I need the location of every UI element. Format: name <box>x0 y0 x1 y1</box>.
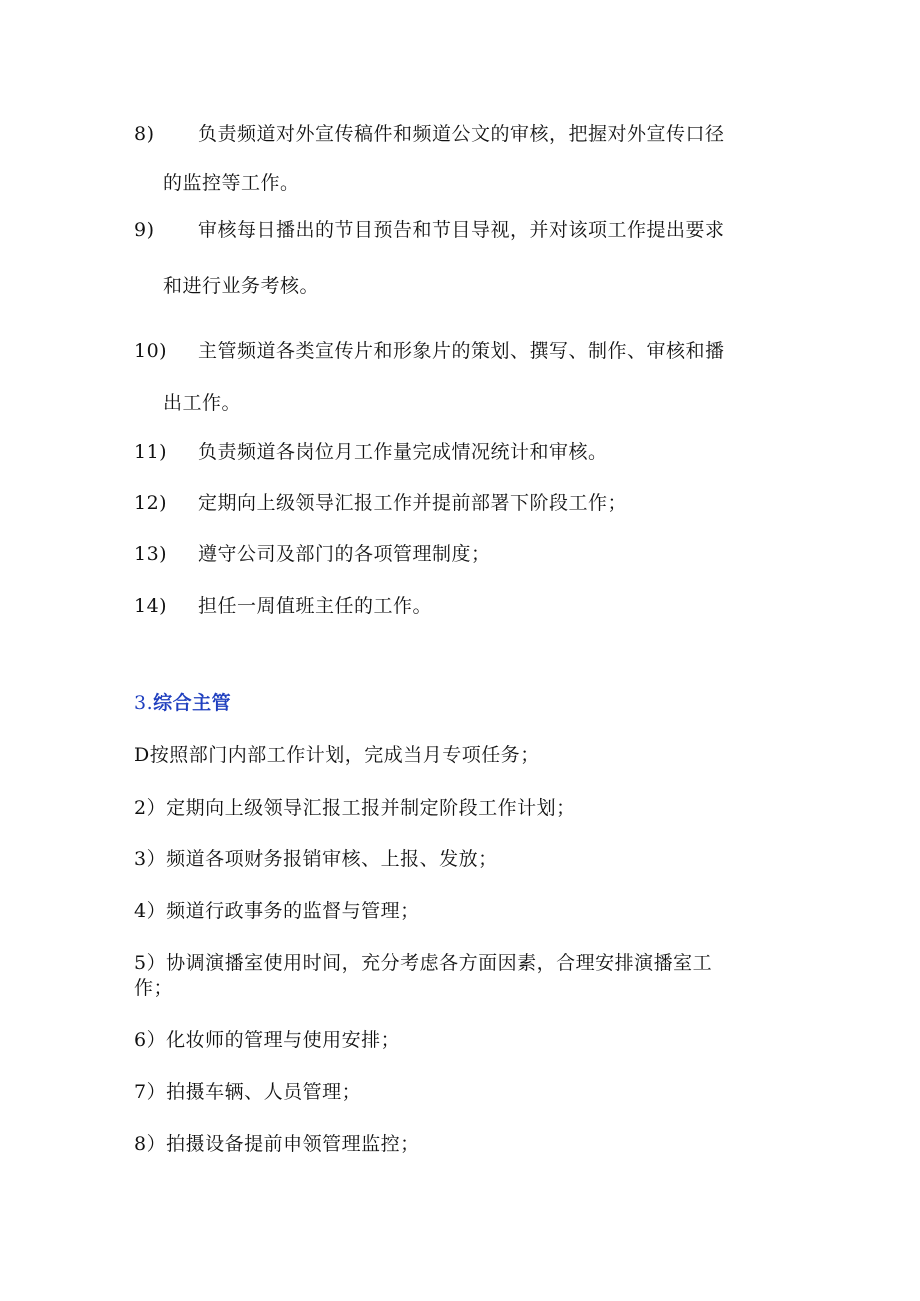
list-item-number: 12) <box>134 492 168 514</box>
list-item-text: 担任一周值班主任的工作。 <box>198 595 433 617</box>
list-item-text: 负责频道对外宣传稿件和频道公文的审核，把握对外宣传口径 <box>198 123 725 145</box>
list-item-text: 审核每日播出的节目预告和节目导视，并对该项工作提出要求 <box>198 219 725 241</box>
list-item-text: D按照部门内部工作计划，完成当月专项任务； <box>134 744 540 766</box>
list-item-text: 8）拍摄设备提前申领管理监控； <box>134 1133 420 1155</box>
list-item-continuation: 出工作。 <box>163 392 242 414</box>
list-item-continuation: 和进行业务考核。 <box>163 275 320 297</box>
section-title: 综合主管 <box>153 692 232 714</box>
list-item-text: 7）拍摄车辆、人员管理； <box>134 1081 362 1103</box>
list-item-text: 2）定期向上级领导汇报工报并制定阶段工作计划； <box>134 797 576 819</box>
list-item-text: 主管频道各类宣传片和形象片的策划、撰写、制作、审核和播 <box>198 340 725 362</box>
list-item-number: 11) <box>134 441 168 463</box>
list-item-text: 5）协调演播室使用时间，充分考虑各方面因素，合理安排演播室工 <box>134 952 713 974</box>
list-item-number: 9) <box>134 219 155 241</box>
list-item-continuation: 作； <box>134 977 174 999</box>
list-item-text: 负责频道各岗位月工作量完成情况统计和审核。 <box>198 441 608 463</box>
list-item-number: 10) <box>134 340 168 362</box>
list-item-continuation: 的监控等工作。 <box>163 172 300 194</box>
list-item-text: 定期向上级领导汇报工作并提前部署下阶段工作； <box>198 492 628 514</box>
list-item-text: 3）频道各项财务报销审核、上报、发放； <box>134 848 498 870</box>
list-item-text: 6）化妆师的管理与使用安排； <box>134 1029 401 1051</box>
list-item-text: 4）频道行政事务的监督与管理； <box>134 900 420 922</box>
list-item-number: 8) <box>134 123 155 145</box>
list-item-number: 13) <box>134 543 168 565</box>
section-heading <box>134 691 231 715</box>
list-item-number: 14) <box>134 595 168 617</box>
list-item-text: 遵守公司及部门的各项管理制度； <box>198 543 491 565</box>
section-number: 3. <box>134 692 154 714</box>
